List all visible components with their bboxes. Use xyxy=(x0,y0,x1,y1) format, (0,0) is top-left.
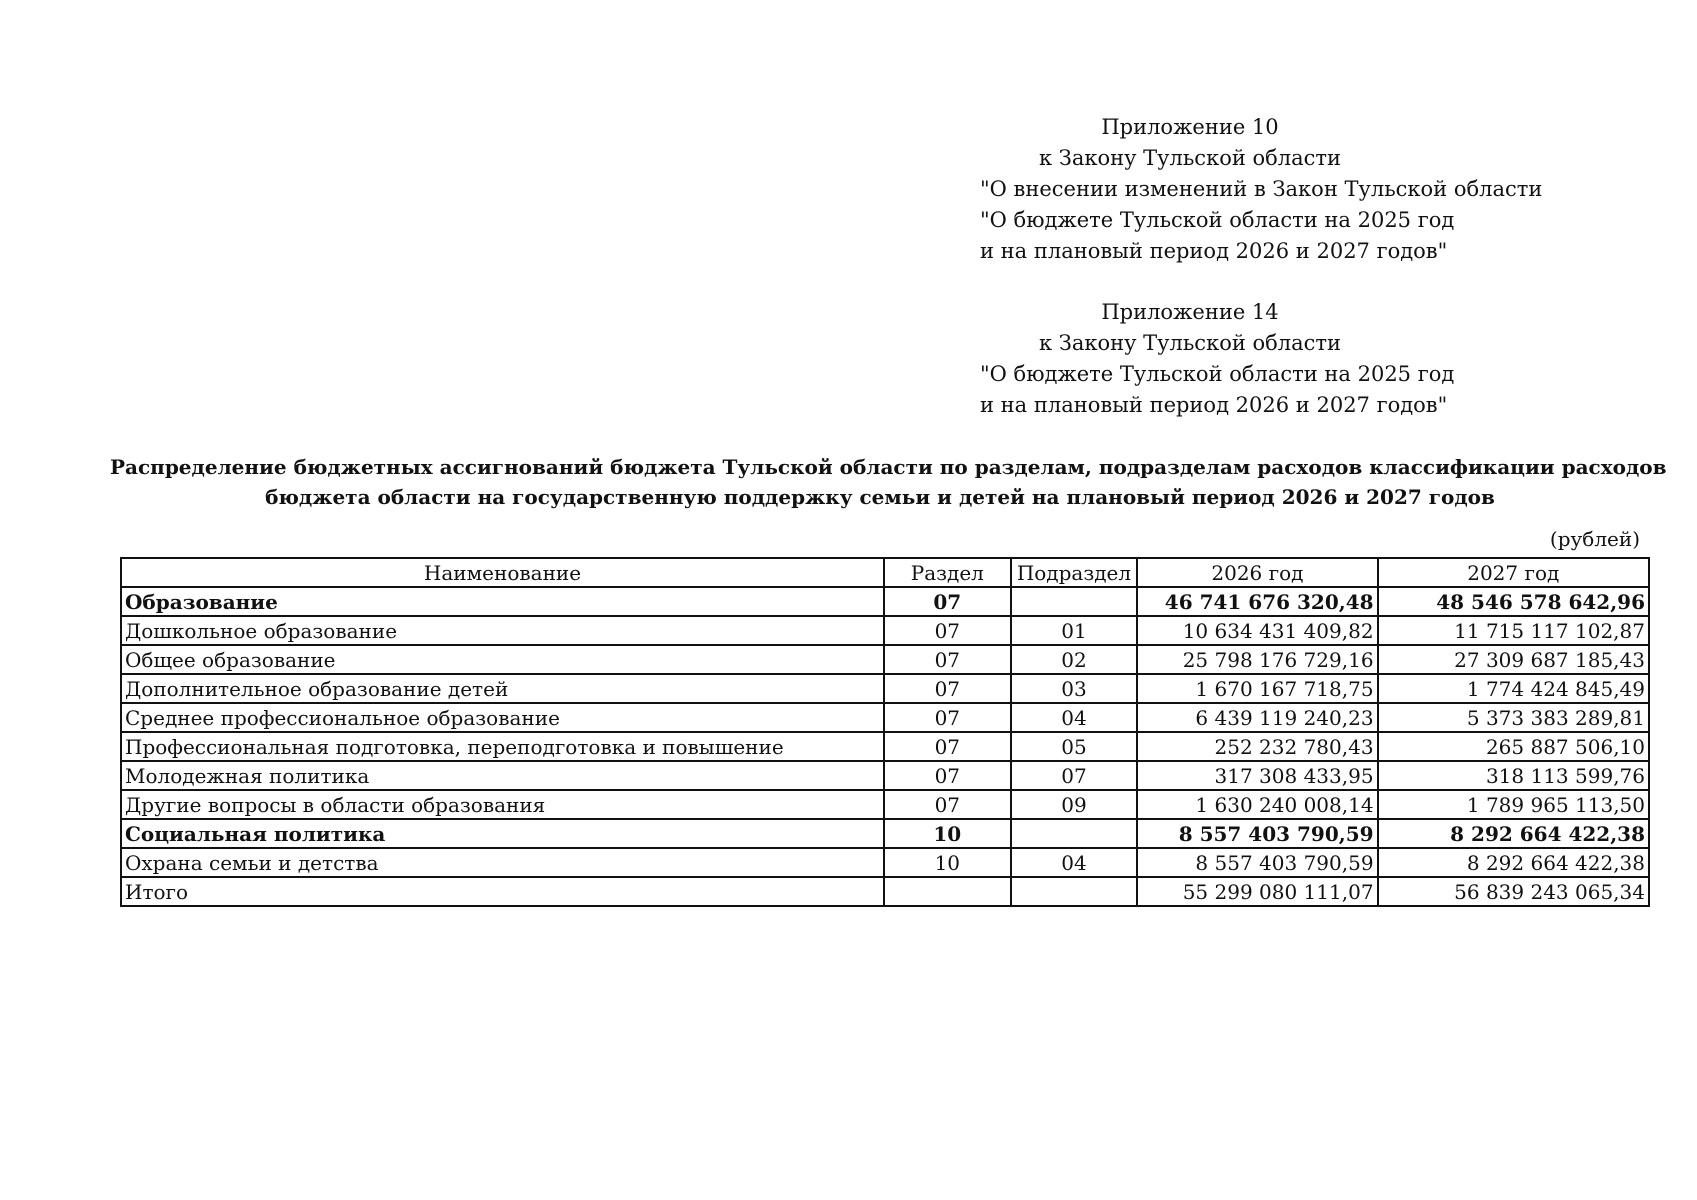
appendix-14-line: к Закону Тульской области xyxy=(1038,331,1342,355)
appendix-10-line: Приложение 10 xyxy=(1101,115,1279,139)
header-section: Раздел xyxy=(884,558,1011,587)
cell-section: 07 xyxy=(884,790,1011,819)
cell-section: 07 xyxy=(884,616,1011,645)
table-row xyxy=(121,616,1649,645)
cell-section: 07 xyxy=(884,587,1011,616)
cell-2027: 11 715 117 102,87 xyxy=(1378,616,1649,645)
appendix-10-line: "О бюджете Тульской области на 2025 год xyxy=(980,208,1455,232)
cell-subsection: 07 xyxy=(1011,761,1138,790)
table-row xyxy=(121,848,1649,877)
header-name: Наименование xyxy=(121,558,884,587)
cell-2027: 56 839 243 065,34 xyxy=(1378,877,1649,906)
cell-section: 07 xyxy=(884,761,1011,790)
cell-section: 07 xyxy=(884,645,1011,674)
cell-subsection: 01 xyxy=(1011,616,1138,645)
cell-2026: 46 741 676 320,48 xyxy=(1137,587,1377,616)
cell-2027: 1 774 424 845,49 xyxy=(1378,674,1649,703)
table-header-row xyxy=(121,558,1649,587)
table-row xyxy=(121,761,1649,790)
cell-name: Социальная политика xyxy=(121,819,884,848)
cell-2027: 27 309 687 185,43 xyxy=(1378,645,1649,674)
cell-name: Охрана семьи и детства xyxy=(121,848,884,877)
cell-name: Другие вопросы в области образования xyxy=(121,790,884,819)
appendix-14-line: "О бюджете Тульской области на 2025 год xyxy=(980,362,1455,386)
table-row xyxy=(121,819,1649,848)
cell-2026: 1 670 167 718,75 xyxy=(1137,674,1377,703)
table-row xyxy=(121,790,1649,819)
budget-table xyxy=(120,557,1650,907)
cell-2027: 265 887 506,10 xyxy=(1378,732,1649,761)
table-body xyxy=(121,587,1649,906)
cell-2026: 317 308 433,95 xyxy=(1137,761,1377,790)
document-title xyxy=(110,452,1667,512)
table-row xyxy=(121,674,1649,703)
cell-2027: 1 789 965 113,50 xyxy=(1378,790,1649,819)
cell-subsection: 03 xyxy=(1011,674,1138,703)
appendix-10-line: к Закону Тульской области xyxy=(1038,146,1342,170)
cell-2026: 6 439 119 240,23 xyxy=(1137,703,1377,732)
document-title-line: бюджета области на государственную поддержку семьи и детей на плановый период 2026 и 2027 годов xyxy=(265,485,1495,509)
cell-subsection xyxy=(1011,587,1138,616)
appendix-14-header xyxy=(980,297,1455,421)
cell-section xyxy=(884,877,1011,906)
cell-name: Общее образование xyxy=(121,645,884,674)
cell-2026: 10 634 431 409,82 xyxy=(1137,616,1377,645)
cell-name: Дополнительное образование детей xyxy=(121,674,884,703)
cell-2026: 25 798 176 729,16 xyxy=(1137,645,1377,674)
appendix-10-line: и на плановый период 2026 и 2027 годов" xyxy=(980,239,1448,263)
cell-section: 07 xyxy=(884,674,1011,703)
cell-name: Итого xyxy=(121,877,884,906)
unit-label: (рублей) xyxy=(1549,527,1640,551)
table-row xyxy=(121,703,1649,732)
appendix-14-line: Приложение 14 xyxy=(1101,300,1279,324)
document-title-line: Распределение бюджетных ассигнований бюджета Тульской области по разделам, подразделам расходов классификации расходов xyxy=(110,455,1667,479)
cell-section: 07 xyxy=(884,703,1011,732)
appendix-10-header xyxy=(980,112,1543,267)
table-row xyxy=(121,645,1649,674)
cell-subsection: 05 xyxy=(1011,732,1138,761)
cell-subsection xyxy=(1011,819,1138,848)
cell-subsection: 09 xyxy=(1011,790,1138,819)
cell-2027: 8 292 664 422,38 xyxy=(1378,819,1649,848)
appendix-14-line: и на плановый период 2026 и 2027 годов" xyxy=(980,393,1448,417)
header-2026: 2026 год xyxy=(1137,558,1377,587)
cell-2027: 5 373 383 289,81 xyxy=(1378,703,1649,732)
cell-subsection: 04 xyxy=(1011,848,1138,877)
cell-2026: 1 630 240 008,14 xyxy=(1137,790,1377,819)
header-2027: 2027 год xyxy=(1378,558,1649,587)
cell-name: Молодежная политика xyxy=(121,761,884,790)
cell-name: Образование xyxy=(121,587,884,616)
cell-section: 10 xyxy=(884,819,1011,848)
cell-name: Профессиональная подготовка, переподготовка и повышение xyxy=(121,732,884,761)
cell-subsection: 04 xyxy=(1011,703,1138,732)
cell-section: 10 xyxy=(884,848,1011,877)
cell-2027: 8 292 664 422,38 xyxy=(1378,848,1649,877)
table-row xyxy=(121,732,1649,761)
cell-2026: 8 557 403 790,59 xyxy=(1137,848,1377,877)
cell-name: Дошкольное образование xyxy=(121,616,884,645)
table-row xyxy=(121,877,1649,906)
cell-2027: 318 113 599,76 xyxy=(1378,761,1649,790)
cell-name: Среднее профессиональное образование xyxy=(121,703,884,732)
header-subsection: Подраздел xyxy=(1011,558,1138,587)
table-row xyxy=(121,587,1649,616)
cell-2027: 48 546 578 642,96 xyxy=(1378,587,1649,616)
cell-subsection xyxy=(1011,877,1138,906)
cell-2026: 252 232 780,43 xyxy=(1137,732,1377,761)
cell-subsection: 02 xyxy=(1011,645,1138,674)
cell-2026: 55 299 080 111,07 xyxy=(1137,877,1377,906)
appendix-10-line: "О внесении изменений в Закон Тульской области xyxy=(980,177,1543,201)
cell-2026: 8 557 403 790,59 xyxy=(1137,819,1377,848)
cell-section: 07 xyxy=(884,732,1011,761)
